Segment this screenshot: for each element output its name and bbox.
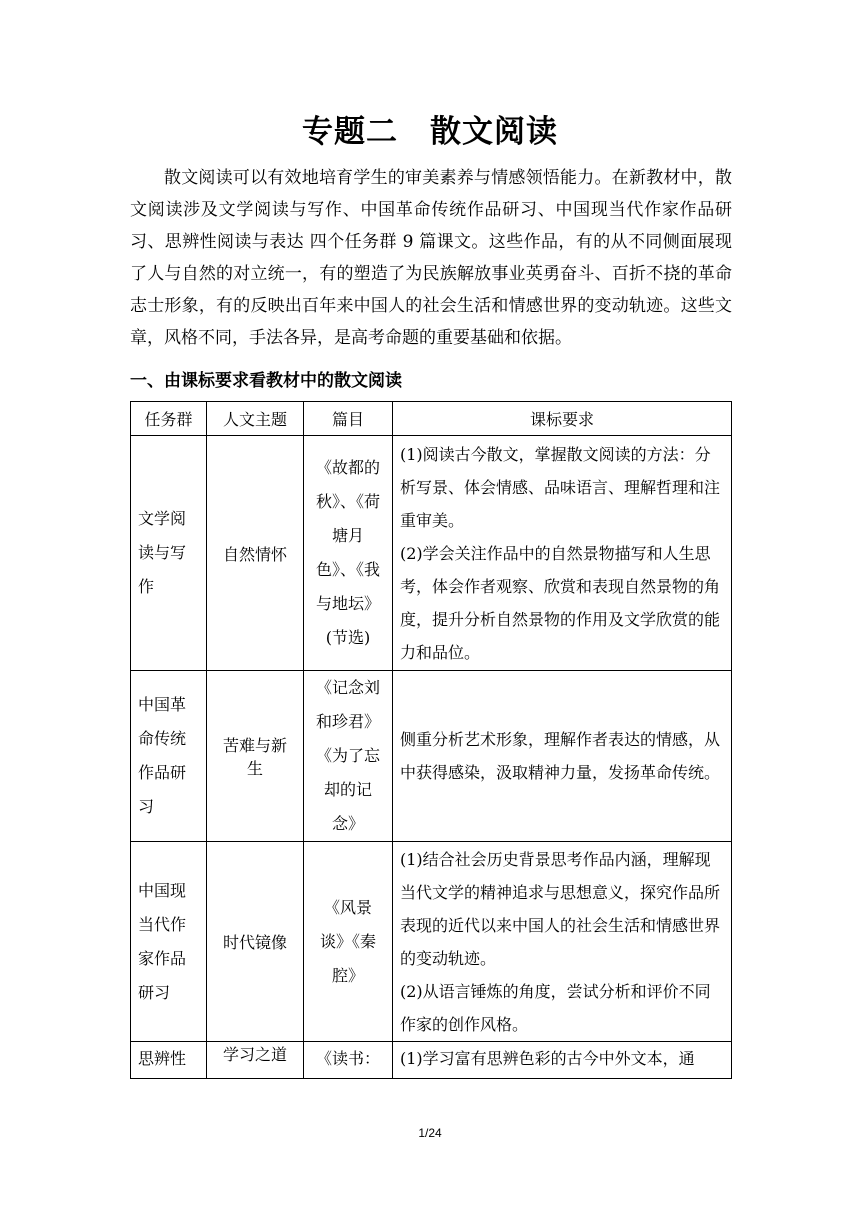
header-works: 篇目	[304, 402, 393, 436]
task-group-cell: 中国革 命传统 作品研 习	[131, 671, 207, 842]
task-group-cell: 思辨性	[131, 1042, 207, 1079]
intro-paragraph: 散文阅读可以有效地培育学生的审美素养与情感领悟能力。在新教材中，散文阅读涉及文学阅读与写作、中国革命传统作品研习、中国现当代作家作品研习、思辨性阅读与表达 四个任务群 9 篇课文。这些作品，有的从不同侧面展现了人与自然的对立统一，有的塑造了为民族解放事业英勇奋斗、百折不挠的革命志士形象，有的反映出百年来中国人的社会生活和情感世界的变动轨迹。这些文章，风格不同，手法各异，是高考命题的重要基础和依据。	[130, 168, 732, 348]
task-group-cell: 中国现 当代作 家作品 研习	[131, 842, 207, 1042]
requirements-cell	[393, 436, 732, 671]
theme-cell: 苦难与新 生	[207, 671, 304, 842]
works-cell: 《读书：	[304, 1042, 393, 1079]
requirement-item: (1)学习富有思辨色彩的古今中外文本，通	[400, 1049, 695, 1068]
header-requirements: 课标要求	[393, 402, 732, 436]
requirement-item: (2)从语言锤炼的角度，尝试分析和评价不同作家的创作风格。	[400, 981, 711, 1034]
requirement-item: 侧重分析艺术形象，理解作者表达的情感，从中获得感染，汲取精神力量，发扬革命传统。	[400, 730, 721, 782]
table-row	[131, 1042, 732, 1079]
page-title: 专题二 散文阅读	[302, 114, 558, 150]
requirements-cell	[393, 1042, 732, 1079]
theme-cell: 自然情怀	[207, 436, 304, 671]
theme-cell: 学习之道	[207, 1042, 304, 1079]
page-number: 1/24	[418, 1126, 442, 1140]
header-task-group: 任务群	[131, 402, 207, 436]
works-cell: 《故都的 秋》、《荷 塘月 色》、《我 与地坛》 (节选)	[304, 436, 393, 671]
table-row	[131, 671, 732, 842]
requirements-cell	[393, 671, 732, 842]
table-row	[131, 842, 732, 1042]
requirement-item: (1)阅读古今散文，掌握散文阅读的方法：分析写景、体会情感、品味语言、理解哲理和注重审美。	[400, 444, 721, 530]
header-theme: 人文主题	[207, 402, 304, 436]
table-row	[131, 436, 732, 671]
theme-cell: 时代镜像	[207, 842, 304, 1042]
table-header-row	[131, 402, 732, 436]
requirement-item: (1)结合社会历史背景思考作品内涵，理解现当代文学的精神追求与思想意义，探究作品所表现的近代以来中国人的社会生活和情感世界的变动轨迹。	[400, 849, 721, 968]
works-cell: 《风景 谈》《秦 腔》	[304, 842, 393, 1042]
requirement-item: (2)学会关注作品中的自然景物描写和人生思考，体会作者观察、欣赏和表现自然景物的角度，提升分析自然景物的作用及文学欣赏的能力和品位。	[400, 543, 721, 662]
section-heading: 一、由课标要求看教材中的散文阅读	[130, 371, 402, 391]
task-group-cell: 文学阅 读与写 作	[131, 436, 207, 671]
works-cell: 《记念刘 和珍君》 《为了忘 却的记 念》	[304, 671, 393, 842]
requirements-cell	[393, 842, 732, 1042]
curriculum-table	[130, 401, 732, 1079]
